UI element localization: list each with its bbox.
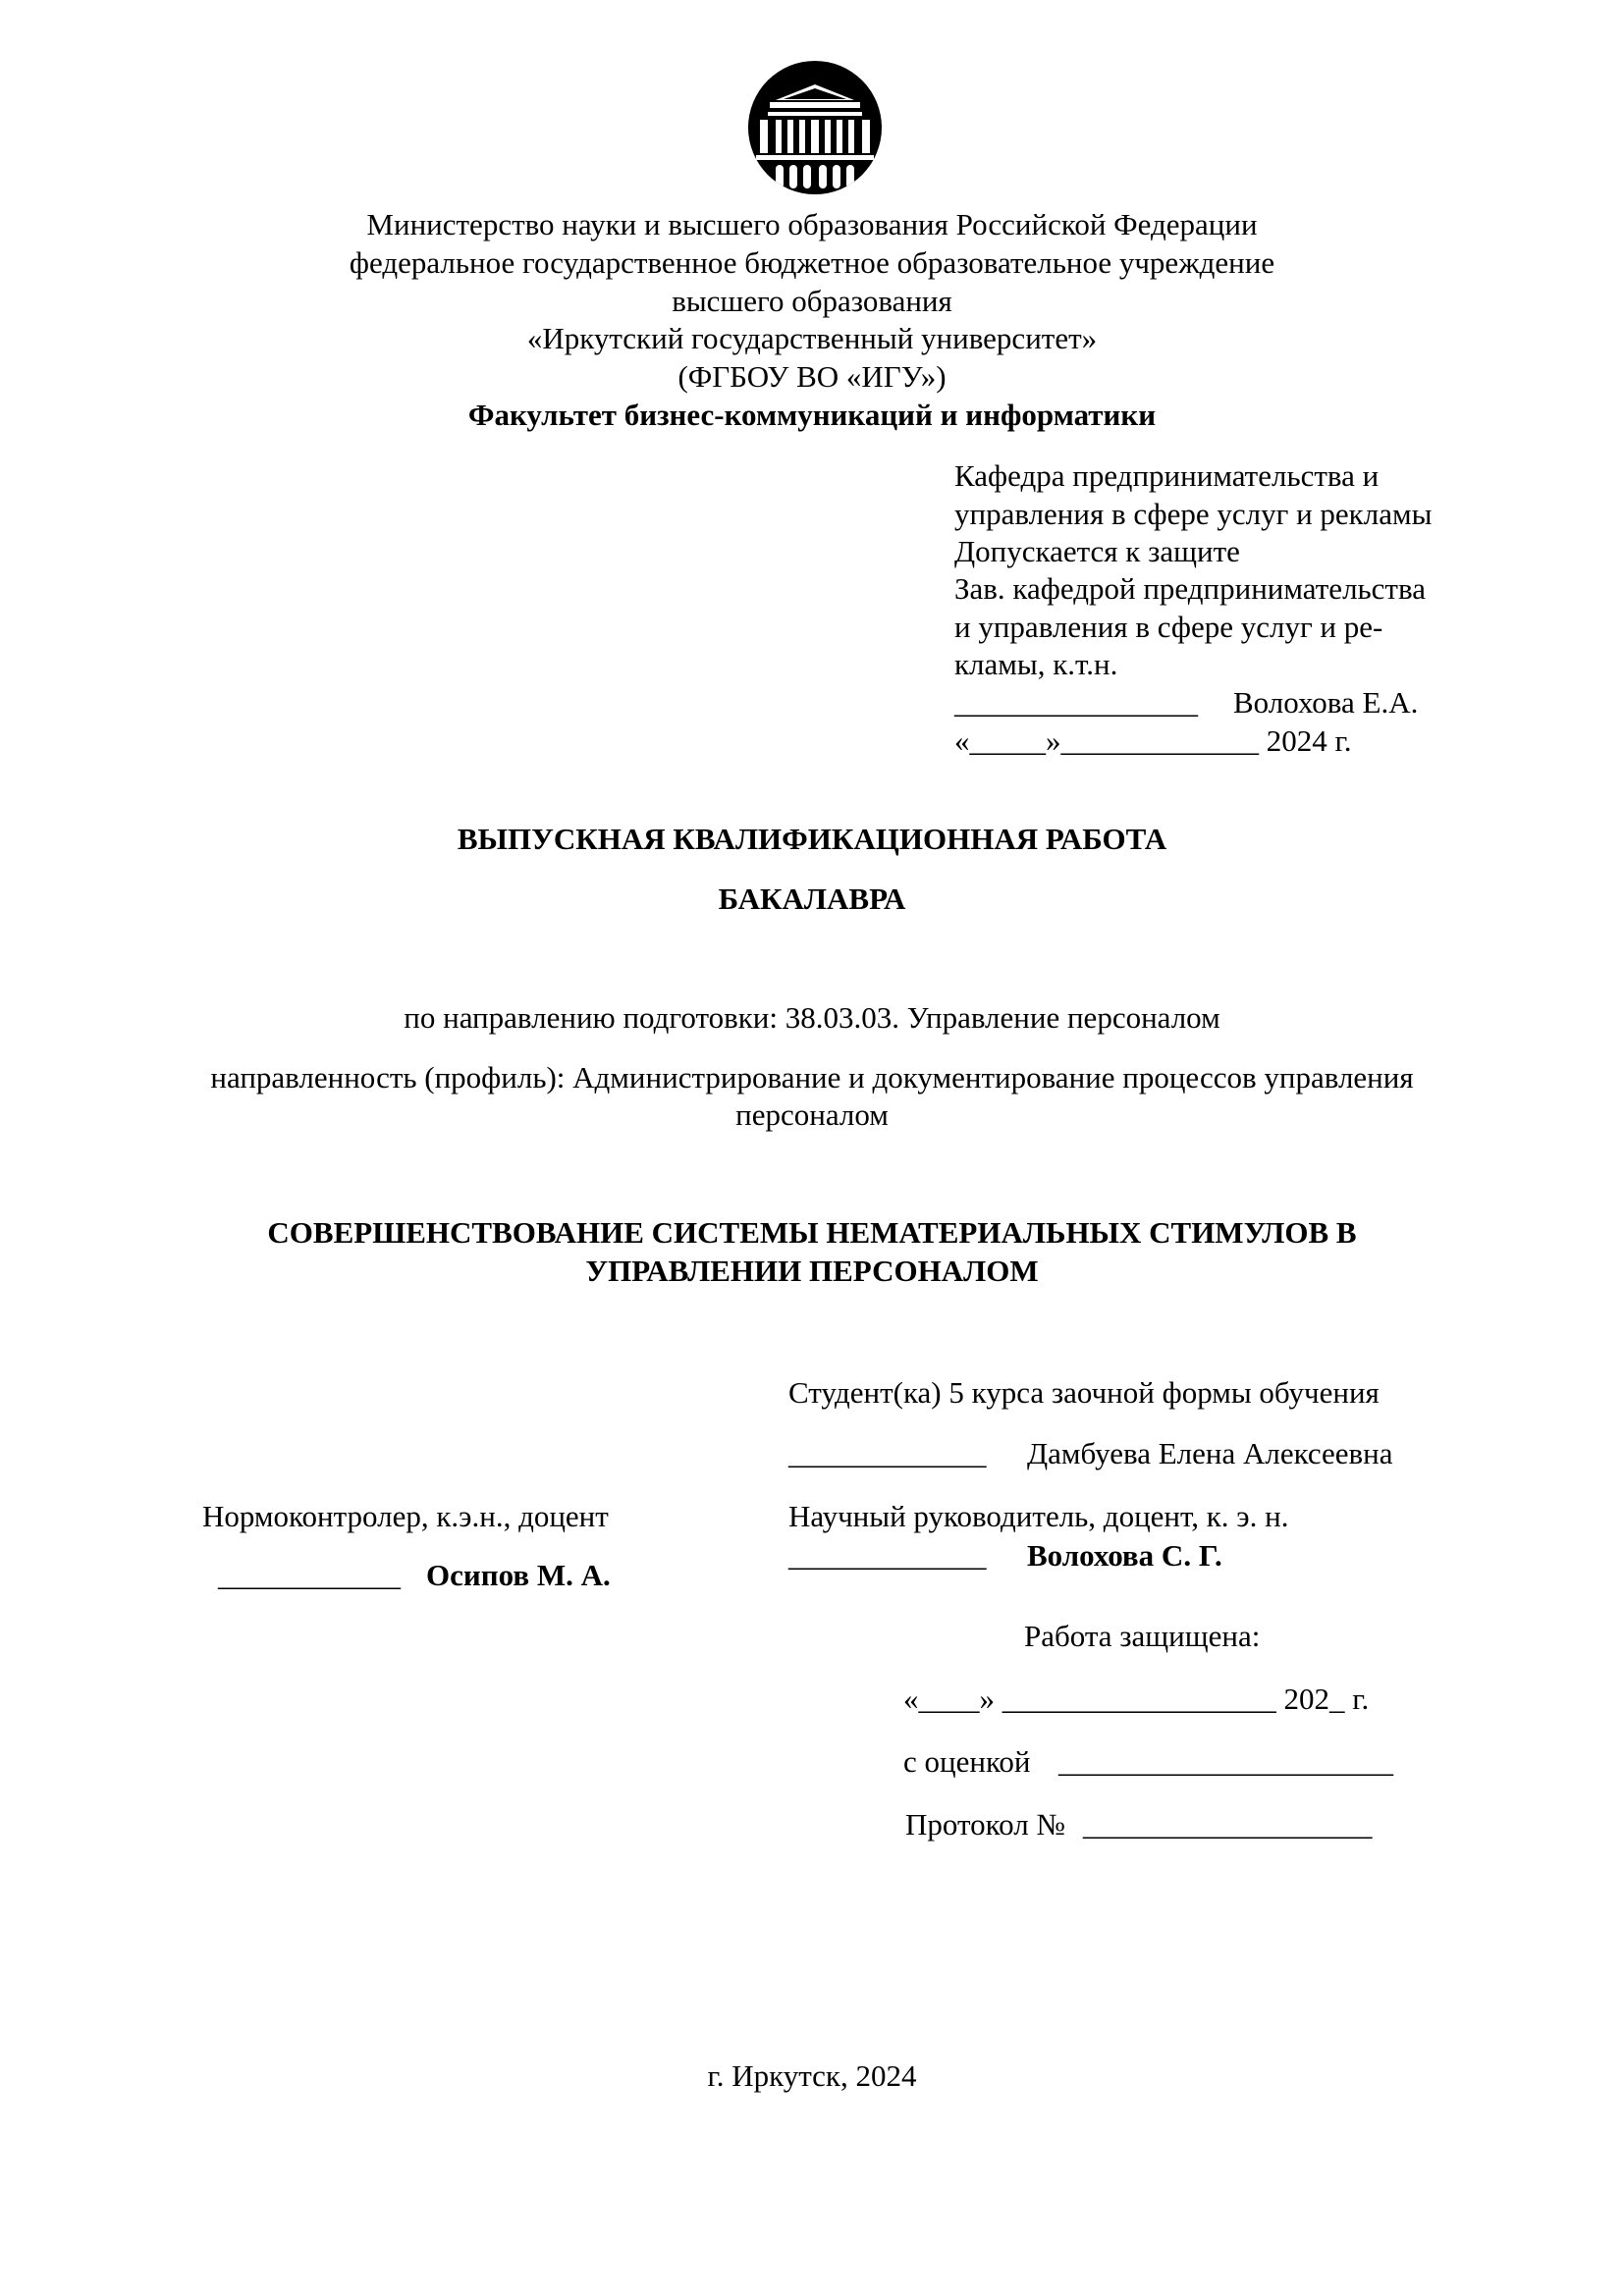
approval-line: Допускается к защите <box>954 534 1240 568</box>
approval-line: Кафедра предпринимательства и <box>954 458 1380 493</box>
defense-label: Работа защищена: <box>1024 1619 1261 1653</box>
profile-line2: персоналом <box>735 1097 889 1132</box>
student-name: Дамбуева Елена Алексеевна <box>1027 1436 1393 1470</box>
city-year: г. Иркутск, 2024 <box>707 2058 917 2093</box>
supervisor-name: Волохова С. Г. <box>1027 1538 1222 1573</box>
grade-blank: ______________________ <box>1058 1744 1393 1779</box>
institution-type-line2: высшего образования <box>672 284 952 318</box>
university-name: «Иркутский государственный университет» <box>526 321 1098 355</box>
university-emblem-icon <box>746 59 884 196</box>
work-type-line2: БАКАЛАВРА <box>718 881 906 916</box>
grade-label: с оценкой <box>903 1744 1031 1779</box>
student-label: Студент(ка) 5 курса заочной формы обучения <box>788 1375 1380 1410</box>
work-type-line1: ВЫПУСКНАЯ КВАЛИФИКАЦИОННАЯ РАБОТА <box>457 822 1167 856</box>
institution-type-line1: федеральное государственное бюджетное образовательное учреждение <box>349 245 1275 280</box>
approval-line: Зав. кафедрой предпринимательства <box>954 571 1426 606</box>
thesis-title-line1: СОВЕРШЕНСТВОВАНИЕ СИСТЕМЫ НЕМАТЕРИАЛЬНЫХ СТИМУЛОВ В <box>267 1215 1357 1250</box>
department-head-name: Волохова Е.А. <box>1233 685 1419 720</box>
approval-line: и управления в сфере услуг и ре- <box>954 610 1383 644</box>
normcontrol-label: Нормоконтролер, к.э.н., доцент <box>202 1499 609 1533</box>
protocol-blank: ___________________ <box>1083 1807 1373 1842</box>
student-signature-blank: _____________ <box>788 1436 987 1470</box>
faculty-name: Факультет бизнес-коммуникаций и информатики <box>467 398 1157 432</box>
supervisor-signature-blank: _____________ <box>788 1538 987 1573</box>
ministry-name: Министерство науки и высшего образования Российской Федерации <box>366 207 1258 241</box>
university-abbr: (ФГБОУ ВО «ИГУ») <box>677 359 947 394</box>
approval-line: кламы, к.т.н. <box>954 647 1118 681</box>
approval-date-line: «_____»_____________ 2024 г. <box>954 723 1352 758</box>
normcontrol-name: Осипов М. А. <box>426 1558 611 1592</box>
protocol-label: Протокол № <box>905 1807 1065 1842</box>
supervisor-label: Научный руководитель, доцент, к. э. н. <box>788 1499 1289 1533</box>
approval-line: управления в сфере услуг и рекламы <box>954 497 1433 531</box>
approval-signature-blank: ________________ <box>954 685 1198 720</box>
defense-date-line: «____» __________________ 202_ г. <box>903 1682 1370 1716</box>
profile-line1: направленность (профиль): Администрирование и документирование процессов управления <box>210 1060 1414 1095</box>
training-direction: по направлению подготовки: 38.03.03. Управление персоналом <box>404 1000 1220 1035</box>
normcontrol-signature-blank: ____________ <box>218 1558 401 1592</box>
thesis-title-line2: УПРАВЛЕНИИ ПЕРСОНАЛОМ <box>585 1254 1039 1288</box>
